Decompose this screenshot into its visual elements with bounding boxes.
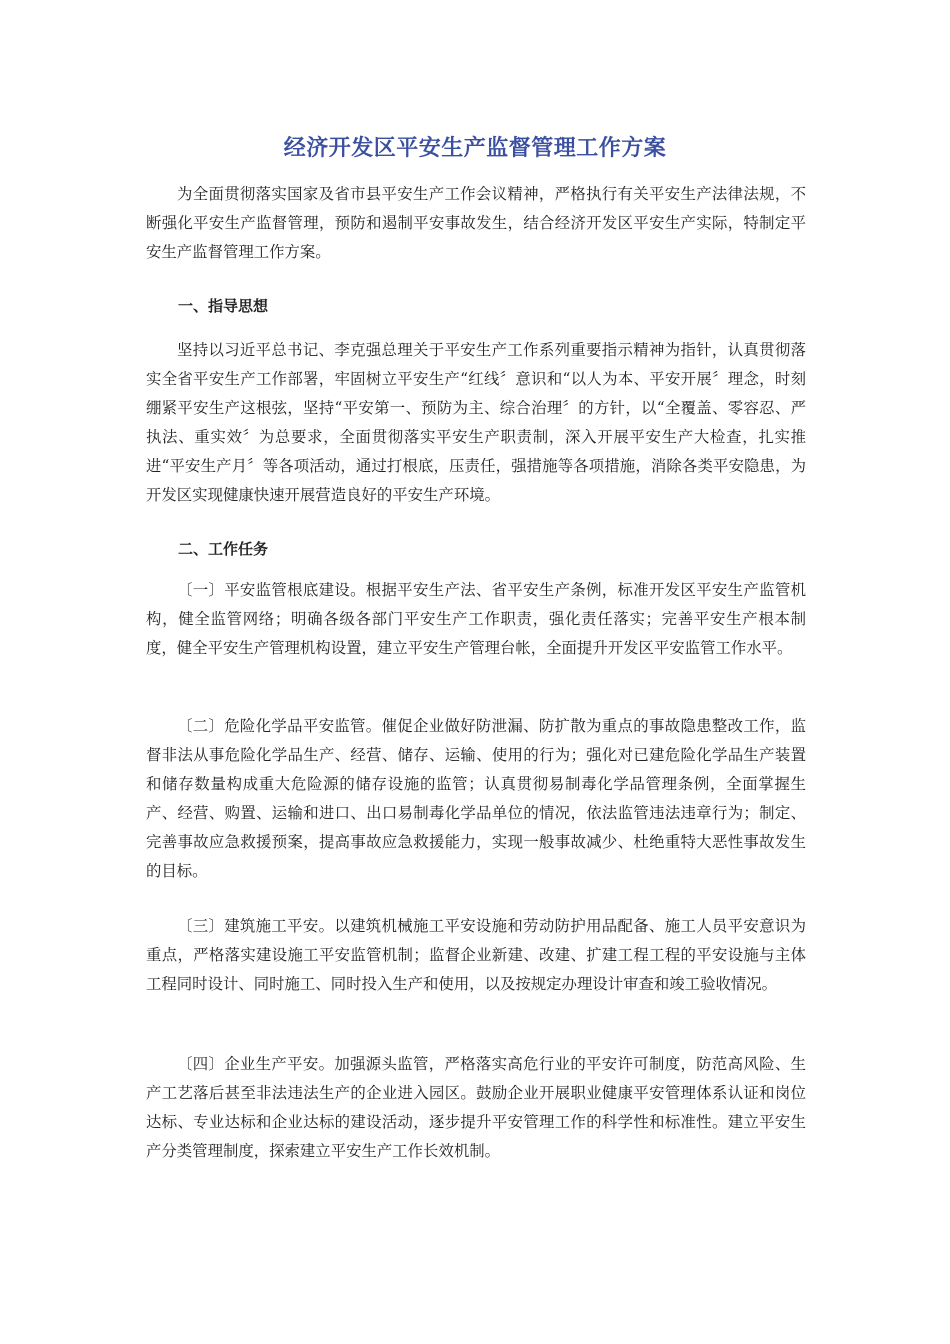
intro-paragraph: 为全面贯彻落实国家及省市县平安生产工作会议精神，严格执行有关平安生产法律法规，不断强化平安生产监督管理，预防和遏制平安事故发生，结合经济开发区平安生产实际，特制定平安生产监督管理工作方案。: [146, 185, 806, 261]
section-heading-work-tasks: 二、工作任务: [178, 540, 269, 558]
guiding-ideology-paragraph: 坚持以习近平总书记、李克强总理关于平安生产工作系列重要指示精神为指针，认真贯彻落实全省平安生产工作部署，牢固树立平安生产“红线〞意识和“以人为本、平安开展〞理念，时刻绷紧平安生产这根弦，坚持“平安第一、预防为主、综合治理〞的方针，以“全覆盖、零容忍、严执法、重实效〞为总要求，全面贯彻落实平安生产职责制，深入开展平安生产大检查，扎实推进“平安生产月〞等各项活动，通过打根底，压责任，强措施等各项措施，消除各类平安隐患，为开发区实现健康快速开展营造良好的平安生产环境。: [146, 341, 806, 504]
task-paragraph-2: 〔二〕危险化学品平安监管。催促企业做好防泄漏、防扩散为重点的事故隐患整改工作，监督非法从事危险化学品生产、经营、储存、运输、使用的行为；强化对已建危险化学品生产装置和储存数量构成重大危险源的储存设施的监管；认真贯彻易制毒化学品管理条例，全面掌握生产、经营、购置、运输和进口、出口易制毒化学品单位的情况，依法监管违法违章行为；制定、完善事故应急救援预案，提高事故应急救援能力，实现一般事故减少、杜绝重特大恶性事故发生的目标。: [146, 717, 806, 880]
document-title: 经济开发区平安生产监督管理工作方案: [283, 136, 667, 161]
task-paragraph-3: 〔三〕建筑施工平安。以建筑机械施工平安设施和劳动防护用品配备、施工人员平安意识为重点，严格落实建设施工平安监管机制；监督企业新建、改建、扩建工程工程的平安设施与主体工程同时设计、同时施工、同时投入生产和使用，以及按规定办理设计审查和竣工验收情况。: [146, 917, 806, 993]
task-paragraph-4: 〔四〕企业生产平安。加强源头监管，严格落实高危行业的平安许可制度，防范高风险、生产工艺落后甚至非法违法生产的企业进入园区。鼓励企业开展职业健康平安管理体系认证和岗位达标、专业达标和企业达标的建设活动，逐步提升平安管理工作的科学性和标准性。建立平安生产分类管理制度，探索建立平安生产工作长效机制。: [146, 1055, 806, 1160]
task-paragraph-1: 〔一〕平安监管根底建设。根据平安生产法、省平安生产条例，标准开发区平安生产监管机构，健全监管网络；明确各级各部门平安生产工作职责，强化责任落实；完善平安生产根本制度，健全平安生产管理机构设置，建立平安生产管理台帐，全面提升开发区平安监管工作水平。: [146, 581, 806, 657]
section-heading-guiding-ideology: 一、指导思想: [178, 297, 269, 315]
